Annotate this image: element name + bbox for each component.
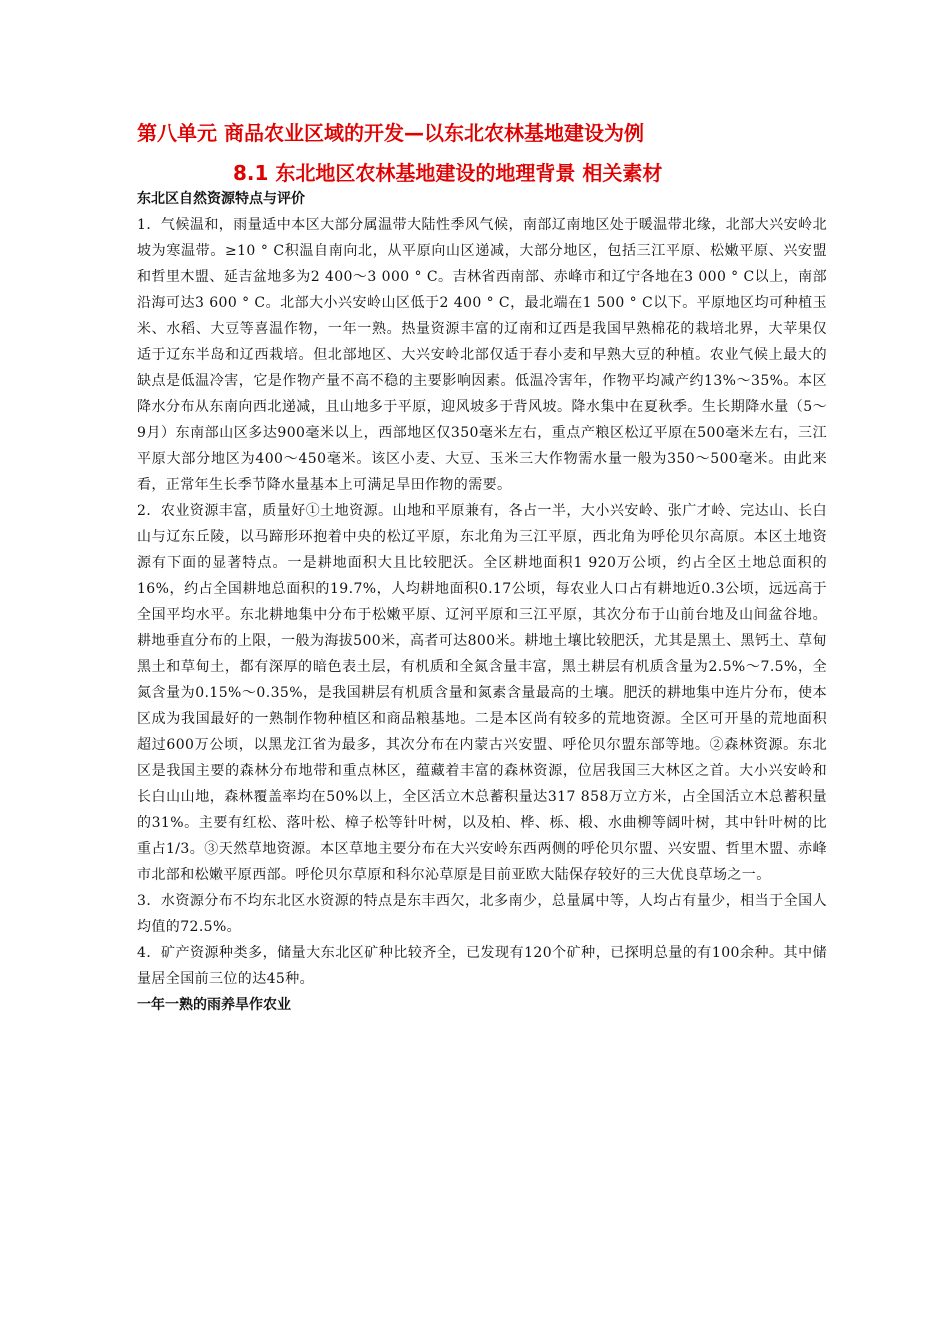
document-body — [137, 186, 827, 1018]
paragraph-climate: 1．气候温和，雨量适中本区大部分属温带大陆性季风气候，南部辽南地区处于暖温带北缘，北部大兴安岭北坡为寒温带。≥10 ° C积温自南向北，从平原向山区递减，大部分地区，包括三江平原、松嫩平原、兴安盟和哲里木盟、延吉盆地多为2 400～3 000 ° C。吉林省西南部、赤峰市和辽宁各地在3 000 ° C以上，南部沿海可达3 600 ° C。北部大小兴安岭山区低于2 400 ° C，最北端在1 500 ° C以下。平原地区均可种植玉米、水稻、大豆等喜温作物，一年一熟。热量资源丰富的辽南和辽西是我国早熟棉花的栽培北界，大苹果仅适于辽东半岛和辽西栽培。但北部地区、大兴安岭北部仅适于春小麦和早熟大豆的种植。农业气候上最大的缺点是低温冷害，它是作物产量不高不稳的主要影响因素。低温冷害年，作物平均减产约13%～35%。本区降水分布从东南向西北递减，且山地多于平原，迎风坡多于背风坡。降水集中在夏秋季。生长期降水量（5～9月）东南部山区多达900毫米以上，西部地区仅350毫米左右，重点产粮区松辽平原在500毫米左右，三江平原大部分地区为400～450毫米。该区小麦、大豆、玉米三大作物需水量一般为350～500毫米。由此来看，正常年生长季节降水量基本上可满足旱田作物的需要。 — [137, 217, 827, 493]
paragraph-water-resources: 3．水资源分布不均东北区水资源的特点是东丰西欠，北多南少，总量属中等，人均占有量少，相当于全国人均值的72.5%。 — [137, 893, 827, 935]
paragraph-mineral-resources: 4．矿产资源种类多，储量大东北区矿种比较齐全，已发现有120个矿种，已探明总量的有100余种。其中储量居全国前三位的达45种。 — [137, 945, 827, 987]
section-heading: 东北区自然资源特点与评价 — [137, 191, 305, 207]
section-title: 8.1 东北地区农林基地建设的地理背景 相关素材 — [233, 161, 663, 185]
unit-title: 第八单元 商品农业区域的开发—以东北农林基地建设为例 — [137, 121, 644, 145]
paragraph-agricultural-resources: 2．农业资源丰富，质量好①土地资源。山地和平原兼有，各占一半，大小兴安岭、张广才岭、完达山、长白山与辽东丘陵，以马蹄形环抱着中央的松辽平原，东北角为三江平原，西北角为呼伦贝尔高原。本区土地资源有下面的显著特点。一是耕地面积大且比较肥沃。全区耕地面积1 920万公顷，约占全区土地总面积的16%，约占全国耕地总面积的19.7%，人均耕地面积0.17公顷，每农业人口占有耕地近0.3公顷，远远高于全国平均水平。东北耕地集中分布于松嫩平原、辽河平原和三江平原，其次分布于山前台地及山间盆谷地。耕地垂直分布的上限，一般为海拔500米，高者可达800米。耕地土壤比较肥沃，尤其是黑土、黑钙土、草甸黑土和草甸土，都有深厚的暗色表土层，有机质和全氮含量丰富，黑土耕层有机质含量为2.5%～7.5%，全氮含量为0.15%～0.35%，是我国耕层有机质含量和氮素含量最高的土壤。肥沃的耕地集中连片分布，使本区成为我国最好的一熟制作物种植区和商品粮基地。二是本区尚有较多的荒地资源。全区可开垦的荒地面积超过600万公顷，以黑龙江省为最多，其次分布在内蒙古兴安盟、呼伦贝尔盟东部等地。②森林资源。东北区是我国主要的森林分布地带和重点林区，蕴藏着丰富的森林资源，位居我国三大林区之首。大小兴安岭和长白山山地，森林覆盖率均在50%以上，全区活立木总蓄积量达317 858万立方米，占全国活立木总蓄积量的31%。主要有红松、落叶松、樟子松等针叶树，以及柏、桦、栎、椴、水曲柳等阔叶树，其中针叶树的比重占1/3。③天然草地资源。本区草地主要分布在大兴安岭东西两侧的呼伦贝尔盟、兴安盟、哲里木盟、赤峰市北部和松嫩平原西部。呼伦贝尔草原和科尔沁草原是目前亚欧大陆保存较好的三大优良草场之一。 — [137, 503, 827, 883]
subsection-heading: 一年一熟的雨养旱作农业 — [137, 997, 291, 1013]
